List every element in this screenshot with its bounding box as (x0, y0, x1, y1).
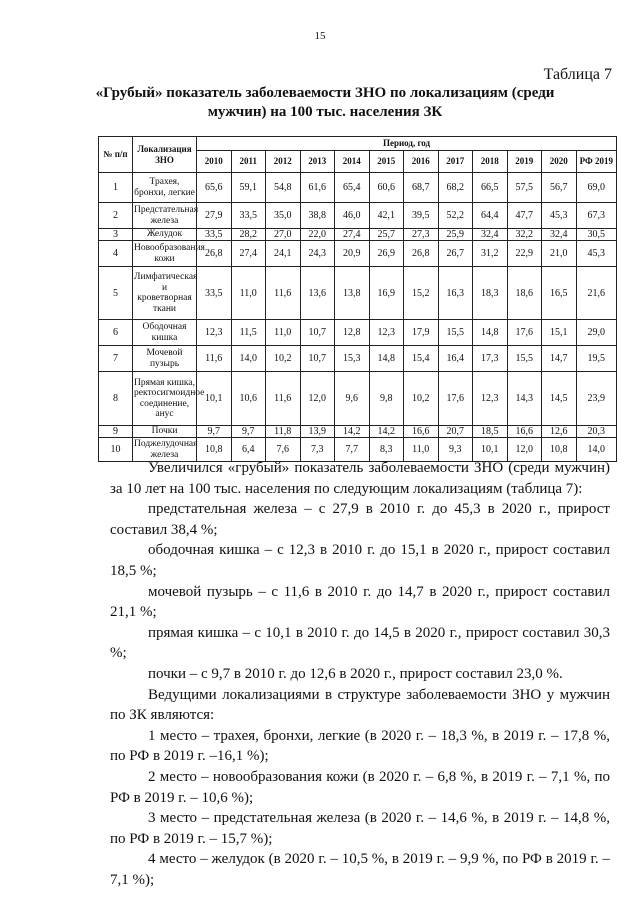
row-value: 11,6 (197, 346, 232, 372)
row-value: 7,7 (335, 438, 370, 462)
row-value: 57,5 (507, 173, 542, 203)
row-value: 60,6 (369, 173, 404, 203)
table-row (99, 346, 617, 372)
row-value: 6,4 (231, 438, 266, 462)
row-value: 24,3 (300, 241, 335, 267)
header-year: 2019 (507, 151, 542, 173)
row-value: 27,4 (335, 229, 370, 241)
row-value: 8,3 (369, 438, 404, 462)
row-value: 17,6 (438, 372, 473, 426)
body-text (110, 458, 610, 890)
row-value: 12,0 (300, 372, 335, 426)
header-year: 2012 (266, 151, 301, 173)
row-value: 11,6 (266, 372, 301, 426)
row-value: 22,0 (300, 229, 335, 241)
row-localization: Ободочная кишка (133, 320, 197, 346)
paragraph: 3 место – предстательная железа (в 2020 г. – 14,6 %, в 2019 г. – 14,8 %, по РФ в 2019 г. – 15,7 %); (110, 810, 610, 847)
row-value: 33,5 (197, 267, 232, 320)
table-row (99, 241, 617, 267)
row-value: 27,9 (197, 203, 232, 229)
row-localization: Новообразования кожи (133, 241, 197, 267)
row-value: 9,7 (231, 426, 266, 438)
row-value: 54,8 (266, 173, 301, 203)
header-year: РФ 2019 (576, 151, 617, 173)
row-value: 59,1 (231, 173, 266, 203)
header-year: 2018 (473, 151, 508, 173)
row-value: 9,8 (369, 372, 404, 426)
table-row (99, 426, 617, 438)
row-value: 23,9 (576, 372, 617, 426)
row-localization: Лимфатическая и кроветворная ткани (133, 267, 197, 320)
row-value: 10,8 (197, 438, 232, 462)
row-value: 42,1 (369, 203, 404, 229)
row-value: 10,1 (473, 438, 508, 462)
row-value: 24,1 (266, 241, 301, 267)
row-value: 16,9 (369, 267, 404, 320)
row-value: 14,0 (576, 438, 617, 462)
header-year: 2015 (369, 151, 404, 173)
table-label: Таблица 7 (543, 66, 612, 83)
row-value: 20,3 (576, 426, 617, 438)
header-year: 2020 (542, 151, 577, 173)
row-number: 6 (99, 320, 133, 346)
row-value: 28,2 (231, 229, 266, 241)
row-number: 5 (99, 267, 133, 320)
row-value: 26,9 (369, 241, 404, 267)
row-value: 14,2 (369, 426, 404, 438)
row-value: 30,5 (576, 229, 617, 241)
row-value: 15,1 (542, 320, 577, 346)
table-title: «Грубый» показатель заболеваемости ЗНО по локализациям (среди мужчин) на 100 тыс. населения ЗК (95, 85, 555, 120)
row-value: 32,4 (473, 229, 508, 241)
header-localization: Локализация ЗНО (133, 137, 197, 173)
row-value: 11,5 (231, 320, 266, 346)
table-row (99, 229, 617, 241)
row-value: 12,6 (542, 426, 577, 438)
row-value: 15,5 (438, 320, 473, 346)
row-localization: Почки (133, 426, 197, 438)
row-value: 47,7 (507, 203, 542, 229)
row-value: 12,3 (473, 372, 508, 426)
row-number: 3 (99, 229, 133, 241)
row-value: 13,9 (300, 426, 335, 438)
row-value: 31,2 (473, 241, 508, 267)
row-value: 64,4 (473, 203, 508, 229)
row-value: 16,6 (507, 426, 542, 438)
row-value: 14,0 (231, 346, 266, 372)
row-value: 10,1 (197, 372, 232, 426)
row-value: 21,0 (542, 241, 577, 267)
row-number: 10 (99, 438, 133, 462)
row-value: 14,7 (542, 346, 577, 372)
row-value: 9,3 (438, 438, 473, 462)
row-value: 15,3 (335, 346, 370, 372)
paragraph: Ведущими локализациями в структуре заболеваемости ЗНО у мужчин по ЗК являются: (110, 686, 610, 724)
row-value: 11,6 (266, 267, 301, 320)
row-value: 12,8 (335, 320, 370, 346)
row-value: 16,3 (438, 267, 473, 320)
paragraph: Увеличился «грубый» показатель заболеваемости ЗНО (среди мужчин) за 10 лет на 100 тыс. населения по следующим локализациям (таблица 7): (110, 460, 610, 497)
row-value: 68,2 (438, 173, 473, 203)
row-value: 7,3 (300, 438, 335, 462)
row-localization: Прямая кишка, ректосигмоидное соединение, анус (133, 372, 197, 426)
row-value: 26,7 (438, 241, 473, 267)
row-value: 29,0 (576, 320, 617, 346)
header-year: 2014 (335, 151, 370, 173)
row-number: 7 (99, 346, 133, 372)
row-value: 14,8 (473, 320, 508, 346)
row-value: 18,6 (507, 267, 542, 320)
paragraph: ободочная кишка – с 12,3 в 2010 г. до 15,1 в 2020 г., прирост составил 18,5 %; (110, 542, 610, 579)
row-value: 33,5 (231, 203, 266, 229)
row-value: 11,8 (266, 426, 301, 438)
header-number: № п/п (99, 137, 133, 173)
row-value: 46,0 (335, 203, 370, 229)
row-value: 32,2 (507, 229, 542, 241)
row-value: 12,3 (369, 320, 404, 346)
row-value: 45,3 (542, 203, 577, 229)
row-value: 33,5 (197, 229, 232, 241)
row-value: 61,6 (300, 173, 335, 203)
row-value: 27,3 (404, 229, 439, 241)
row-value: 25,7 (369, 229, 404, 241)
row-value: 15,2 (404, 267, 439, 320)
header-year: 2017 (438, 151, 473, 173)
header-year: 2011 (231, 151, 266, 173)
row-value: 45,3 (576, 241, 617, 267)
row-value: 7,6 (266, 438, 301, 462)
row-value: 15,5 (507, 346, 542, 372)
row-value: 26,8 (197, 241, 232, 267)
row-value: 20,7 (438, 426, 473, 438)
paragraph: 2 место – новообразования кожи (в 2020 г. – 6,8 %, в 2019 г. – 7,1 %, по РФ в 2019 г. – 10,6 %); (110, 768, 610, 806)
row-value: 11,0 (266, 320, 301, 346)
row-value: 16,6 (404, 426, 439, 438)
table-row (99, 320, 617, 346)
row-value: 17,6 (507, 320, 542, 346)
row-value: 38,8 (300, 203, 335, 229)
row-value: 25,9 (438, 229, 473, 241)
row-value: 15,4 (404, 346, 439, 372)
row-value: 65,4 (335, 173, 370, 203)
header-year: 2013 (300, 151, 335, 173)
row-value: 16,5 (542, 267, 577, 320)
row-value: 26,8 (404, 241, 439, 267)
row-value: 35,0 (266, 203, 301, 229)
table-row (99, 203, 617, 229)
row-value: 18,5 (473, 426, 508, 438)
row-value: 9,6 (335, 372, 370, 426)
row-localization: Предстательная железа (133, 203, 197, 229)
header-period: Период, год (197, 137, 617, 151)
row-value: 10,2 (266, 346, 301, 372)
table-row (99, 173, 617, 203)
header-year: 2016 (404, 151, 439, 173)
row-value: 9,7 (197, 426, 232, 438)
row-value: 27,4 (231, 241, 266, 267)
row-value: 16,4 (438, 346, 473, 372)
row-localization: Трахея, бронхи, легкие (133, 173, 197, 203)
paragraph: почки – с 9,7 в 2010 г. до 12,6 в 2020 г., прирост составил 23,0 %. (148, 665, 563, 682)
row-value: 66,5 (473, 173, 508, 203)
row-value: 14,5 (542, 372, 577, 426)
row-value: 12,0 (507, 438, 542, 462)
row-value: 10,2 (404, 372, 439, 426)
table-row (99, 267, 617, 320)
row-value: 13,8 (335, 267, 370, 320)
row-value: 13,6 (300, 267, 335, 320)
row-number: 9 (99, 426, 133, 438)
row-value: 10,7 (300, 346, 335, 372)
paragraph: 4 место – желудок (в 2020 г. – 10,5 %, в 2019 г. – 9,9 %, по РФ в 2019 г. – 7,1 %); (110, 851, 610, 888)
row-localization: Желудок (133, 229, 197, 241)
row-value: 20,9 (335, 241, 370, 267)
row-number: 1 (99, 173, 133, 203)
row-value: 12,3 (197, 320, 232, 346)
row-value: 27,0 (266, 229, 301, 241)
row-value: 65,6 (197, 173, 232, 203)
row-value: 67,3 (576, 203, 617, 229)
row-value: 68,7 (404, 173, 439, 203)
row-localization: Мочевой пузырь (133, 346, 197, 372)
row-localization: Поджелудочная железа (134, 439, 198, 460)
row-value: 10,7 (300, 320, 335, 346)
row-value: 21,6 (576, 267, 617, 320)
header-year: 2010 (197, 151, 232, 173)
row-value: 10,8 (542, 438, 577, 462)
row-value: 10,6 (231, 372, 266, 426)
row-value: 52,2 (438, 203, 473, 229)
incidence-table (98, 136, 617, 462)
row-value: 11,0 (231, 267, 266, 320)
row-value: 22,9 (507, 241, 542, 267)
row-value: 17,9 (404, 320, 439, 346)
row-value: 18,3 (473, 267, 508, 320)
page-number: 15 (314, 30, 326, 42)
row-value: 39,5 (404, 203, 439, 229)
row-value: 14,2 (335, 426, 370, 438)
row-value: 17,3 (473, 346, 508, 372)
row-number: 4 (99, 241, 133, 267)
paragraph: 1 место – трахея, бронхи, легкие (в 2020 г. – 18,3 %, в 2019 г. – 17,8 %, по РФ в 2019 г. –16,1 %); (110, 727, 610, 765)
row-value: 56,7 (542, 173, 577, 203)
table-row (99, 372, 617, 426)
row-value: 19,5 (576, 346, 617, 372)
row-value: 14,3 (507, 372, 542, 426)
paragraph: прямая кишка – с 10,1 в 2010 г. до 14,5 в 2020 г., прирост составил 30,3 %; (110, 624, 610, 662)
row-value: 14,8 (369, 346, 404, 372)
row-value: 32,4 (542, 229, 577, 241)
row-value: 69,0 (576, 173, 617, 203)
row-number: 8 (99, 372, 133, 426)
paragraph: предстательная железа – с 27,9 в 2010 г. до 45,3 в 2020 г., прирост составил 38,4 %; (110, 501, 610, 538)
paragraph: мочевой пузырь – с 11,6 в 2010 г. до 14,7 в 2020 г., прирост составил 21,1 %; (110, 583, 610, 621)
row-value: 11,0 (404, 438, 439, 462)
row-number: 2 (99, 203, 133, 229)
